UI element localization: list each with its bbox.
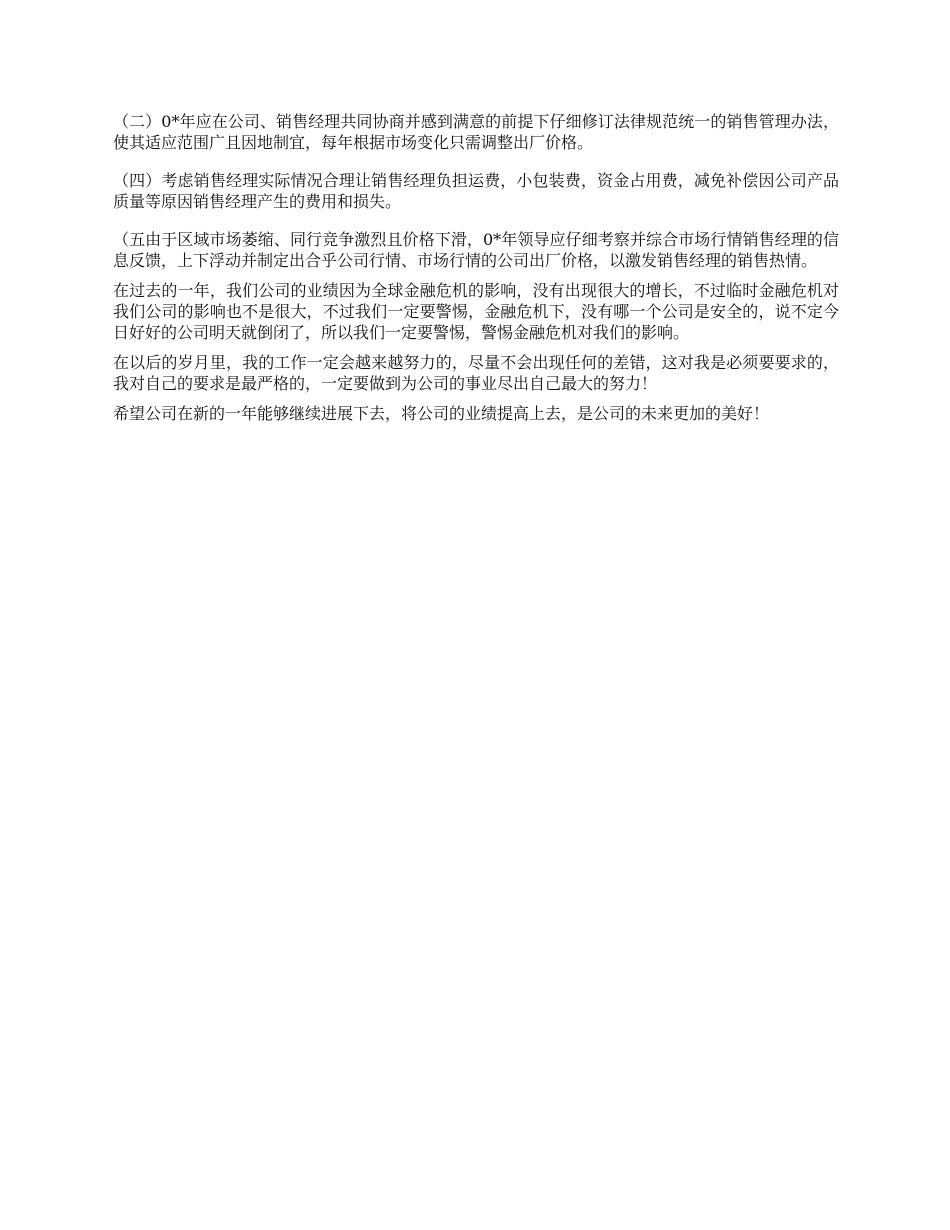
paragraph-closing-wish: 希望公司在新的一年能够继续进展下去，将公司的业绩提高上去，是公司的未来更加的美好！ — [113, 404, 770, 423]
document-body — [113, 111, 839, 424]
paragraph-price-adjustment: （五由于区域市场萎缩、同行竞争激烈且价格下滑，0*年领导应仔细考察并综合市场行情销售经理的信息反馈，上下浮动并制定出合乎公司行情、市场行情的公司出厂价格，以激发销售经理的销售热情。 — [113, 230, 839, 270]
paragraph-cost-sharing: （四）考虑销售经理实际情况合理让销售经理负担运费，小包装费，资金占用费，减免补偿因公司产品质量等原因销售经理产生的费用和损失。 — [113, 171, 839, 211]
paragraph-financial-crisis: 在过去的一年，我们公司的业绩因为全球金融危机的影响，没有出现很大的增长，不过临时金融危机对我们公司的影响也不是很大，不过我们一定要警惕，金融危机下，没有哪一个公司是安全的，说不定今日好好的公司明天就倒闭了，所以我们一定要警惕，警惕金融危机对我们的影响。 — [113, 281, 839, 342]
paragraph-work-commitment: 在以后的岁月里，我的工作一定会越来越努力的，尽量不会出现任何的差错，这对我是必须要要求的，我对自己的要求是最严格的，一定要做到为公司的事业尽出自己最大的努力！ — [113, 353, 839, 393]
paragraph-pricing-management: （二）0*年应在公司、销售经理共同协商并感到满意的前提下仔细修订法律规范统一的销售管理办法，使其适应范围广且因地制宜，每年根据市场变化只需调整出厂价格。 — [113, 112, 839, 152]
